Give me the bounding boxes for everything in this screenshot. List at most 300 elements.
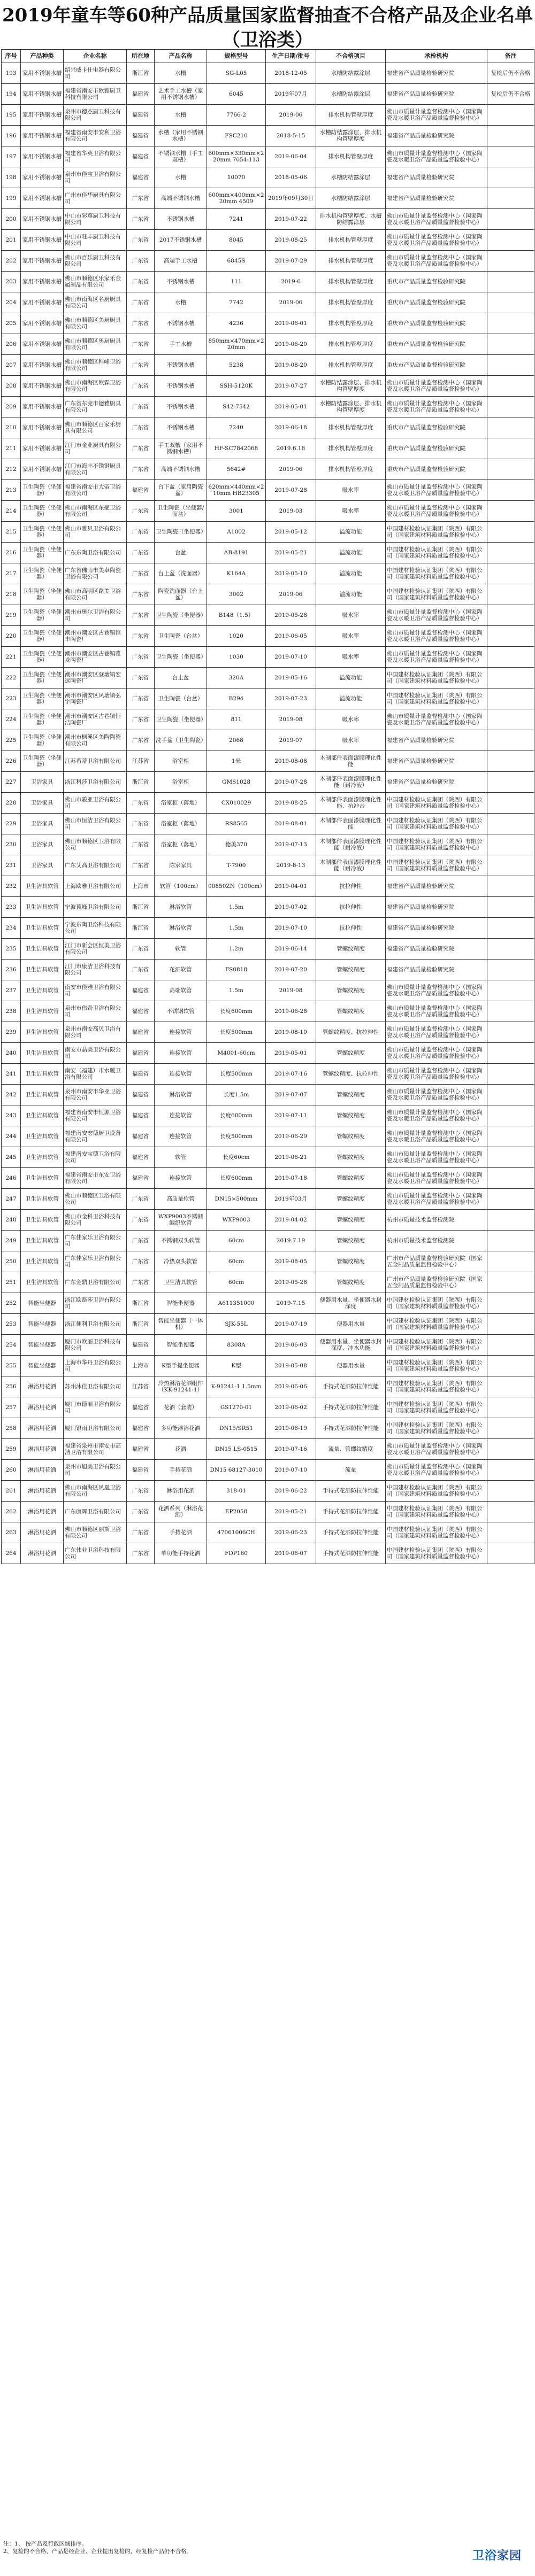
cell-test-agency: 福建省产品质量检验研究院: [386, 167, 487, 188]
cell-remark: [487, 834, 534, 855]
cell-category: 智能坐便器: [21, 1356, 64, 1376]
cell-company: 佛山市顺德区卫浴有限公司: [64, 1189, 127, 1210]
cell-test-agency: 福建省产品质量检验研究院: [386, 188, 487, 209]
cell-failed-item: 管螺纹精度: [316, 939, 386, 960]
cell-location: 福建省: [127, 480, 155, 501]
cell-date: 2019-07-13: [266, 834, 316, 855]
cell-location: 福建省: [127, 1064, 155, 1085]
table-row: [2, 272, 534, 292]
cell-company: 泉州市伟奇卫浴有限公司: [64, 1001, 127, 1022]
cell-company: 佛山市金科卫浴科技有限公司: [64, 1210, 127, 1231]
cell-test-agency: 中国建材检验认证集团（陕西）有限公司（国家建筑材料质量监督检验中心）: [386, 584, 487, 605]
cell-location: 广东省: [127, 855, 155, 876]
cell-seq: 263: [2, 1522, 21, 1543]
cell-model: DN15/SR51: [207, 1418, 266, 1439]
table-row: [2, 1168, 534, 1189]
cell-category: 卫生洁具软管: [21, 960, 64, 980]
cell-company: 中山市彩尊厨卫科技有限公司: [64, 209, 127, 230]
cell-location: 广东省: [127, 1543, 155, 1564]
cell-category: 家用不锈钢水槽: [21, 376, 64, 397]
cell-remark: [487, 334, 534, 355]
cell-failed-item: 排水机构管壁厚度: [316, 459, 386, 480]
cell-date: 2019-06: [266, 584, 316, 605]
cell-remark: [487, 417, 534, 438]
cell-seq: 225: [2, 730, 21, 751]
table-row: [2, 772, 534, 793]
noncompliant-product-table: [1, 49, 534, 1564]
cell-date: 2019-06-06: [266, 1376, 316, 1397]
cell-failed-item: 管螺纹精度: [316, 1272, 386, 1293]
cell-model: 长度500mm: [207, 1064, 266, 1085]
cell-model: 320A: [207, 668, 266, 689]
cell-model: 5642#: [207, 459, 266, 480]
table-row: [2, 793, 534, 814]
cell-location: 广东省: [127, 1210, 155, 1231]
cell-failed-item: 管螺纹精度: [316, 1210, 386, 1231]
cell-category: 卫生洁具软管: [21, 897, 64, 918]
cell-test-agency: 佛山市质量计量监督检测中心（国家陶瓷及水暖卫浴产品质量监督检验中心）: [386, 376, 487, 397]
table-row: [2, 522, 534, 543]
cell-company: 佛山市高明区路美卫浴有限公司: [64, 584, 127, 605]
cell-date: 2019-08-10: [266, 1022, 316, 1043]
cell-test-agency: 重庆市产品质量监督检验研究院: [386, 355, 487, 376]
cell-seq: 204: [2, 292, 21, 313]
cell-test-agency: 福建省产品质量检验研究院: [386, 772, 487, 793]
cell-company: 苏州沐佳卫浴有限公司: [64, 1376, 127, 1397]
cell-seq: 229: [2, 814, 21, 834]
cell-category: 卫生洁具软管: [21, 1064, 64, 1085]
cell-failed-item: 手持式花洒防拉伸性能: [316, 1522, 386, 1543]
cell-remark: [487, 230, 534, 251]
cell-category: 卫生洁具软管: [21, 1168, 64, 1189]
cell-location: 广东省: [127, 960, 155, 980]
cell-seq: 217: [2, 563, 21, 584]
table-row: [2, 1105, 534, 1126]
cell-product: 卫生陶瓷（台盆）: [155, 626, 207, 647]
cell-test-agency: 佛山市质量计量监督检测中心（国家陶瓷及水暖卫浴产品质量监督检验中心）: [386, 1022, 487, 1043]
cell-location: 福建省: [127, 146, 155, 167]
cell-category: 家用不锈钢水槽: [21, 417, 64, 438]
cell-seq: 246: [2, 1168, 21, 1189]
cell-product: 浴室柜（落地）: [155, 793, 207, 814]
cell-remark: [487, 1460, 534, 1481]
table-row: [2, 626, 534, 647]
cell-seq: 245: [2, 1147, 21, 1168]
cell-date: 2019年03月: [266, 1189, 316, 1210]
cell-test-agency: 重庆市产品质量监督检验研究院: [386, 417, 487, 438]
cell-location: 浙江省: [127, 1314, 155, 1335]
cell-product: 连接软管: [155, 1126, 207, 1147]
cell-seq: 200: [2, 209, 21, 230]
cell-date: 2019-06-21: [266, 1147, 316, 1168]
table-row: [2, 1481, 534, 1502]
cell-location: 福建省: [127, 1001, 155, 1022]
table-row: [2, 543, 534, 563]
table-row: [2, 960, 534, 980]
cell-product: 连接软管: [155, 1043, 207, 1064]
table-row: [2, 438, 534, 459]
cell-model: 60cm: [207, 1272, 266, 1293]
cell-date: 2019-06: [266, 459, 316, 480]
table-row: [2, 1064, 534, 1085]
cell-category: 家用不锈钢水槽: [21, 334, 64, 355]
cell-category: 卫生洁具软管: [21, 939, 64, 960]
cell-seq: 239: [2, 1022, 21, 1043]
cell-seq: 221: [2, 647, 21, 668]
cell-failed-item: 手持式花洒防拉伸性能: [316, 1543, 386, 1564]
cell-company: 佛山市顺德区百家乐厨具有限公司: [64, 417, 127, 438]
cell-product: 艺术手工水槽（家用不锈钢水槽）: [155, 84, 207, 105]
cell-failed-item: 管螺纹精度: [316, 1001, 386, 1022]
cell-company: 厦门市欧丽卫浴科技有限公司: [64, 1335, 127, 1356]
cell-date: 2019-05-01: [266, 1043, 316, 1064]
cell-product: 水槽（家用不锈钢水槽）: [155, 126, 207, 146]
cell-date: 2019-06-29: [266, 1126, 316, 1147]
cell-test-agency: 福建省产品质量检验研究院: [386, 730, 487, 751]
cell-remark: [487, 876, 534, 897]
cell-seq: 232: [2, 876, 21, 897]
cell-date: 2019-07-20: [266, 960, 316, 980]
cell-test-agency: 佛山市质量计量监督检测中心（国家陶瓷及水暖卫浴产品质量监督检验中心）: [386, 709, 487, 730]
cell-location: 福建省: [127, 167, 155, 188]
cell-failed-item: 抗拉伸性: [316, 918, 386, 939]
cell-product: 花洒系列（淋浴花洒）: [155, 1502, 207, 1522]
cell-model: K164A: [207, 563, 266, 584]
cell-product: 卫生洁具软管: [155, 1272, 207, 1293]
watermark-part-a: 卫浴: [472, 2549, 497, 2563]
cell-product: 浴室柜（落地）: [155, 814, 207, 834]
cell-model: 1030: [207, 647, 266, 668]
cell-product: 高端手工水槽: [155, 251, 207, 272]
cell-product: 不锈钢水槽: [155, 417, 207, 438]
cell-product: 淋浴用花洒: [155, 1481, 207, 1502]
cell-test-agency: 中国建材检验认证集团（陕西）有限公司（国家建筑材料质量监督检验中心）: [386, 1502, 487, 1522]
table-row: [2, 84, 534, 105]
table-row: [2, 1314, 534, 1335]
cell-seq: 215: [2, 522, 21, 543]
cell-company: 广州市佳华厨具有限公司: [64, 188, 127, 209]
cell-test-agency: 中国建材检验认证集团（陕西）有限公司（国家建筑材料质量监督检验中心）: [386, 689, 487, 709]
cell-date: 2019-07-16: [266, 1439, 316, 1460]
cell-remark: [487, 355, 534, 376]
cell-failed-item: 排水机构管壁厚度: [316, 251, 386, 272]
table-row: [2, 918, 534, 939]
cell-company: 江门市金业厨具有限公司: [64, 438, 127, 459]
cell-date: 2019-8-13: [266, 855, 316, 876]
cell-remark: [487, 167, 534, 188]
cell-model: 47061006CH: [207, 1522, 266, 1543]
cell-category: 智能坐便器: [21, 1293, 64, 1314]
cell-product: 台上盆: [155, 668, 207, 689]
cell-failed-item: 木制部件表面漆膜理化性能（耐冷液）: [316, 855, 386, 876]
cell-category: 卫生陶瓷（坐便器）: [21, 522, 64, 543]
cell-product: 洗手盆（卫生陶瓷）: [155, 730, 207, 751]
cell-location: 江苏省: [127, 751, 155, 772]
table-row: [2, 480, 534, 501]
cell-test-agency: 中国建材检验认证集团（陕西）有限公司（国家建筑材料质量监督检验中心）: [386, 1356, 487, 1376]
cell-model: GMS1028: [207, 772, 266, 793]
cell-category: 家用不锈钢水槽: [21, 251, 64, 272]
footnote-2: 2、复检的不合格、产品是经企业、企业提出复检的，经复检产品仍不合格。: [3, 2548, 193, 2555]
cell-failed-item: 溢流功能: [316, 522, 386, 543]
cell-model: 7241: [207, 209, 266, 230]
cell-model: 长度500mm: [207, 1126, 266, 1147]
cell-category: 卫生陶瓷（坐便器）: [21, 709, 64, 730]
table-row: [2, 63, 534, 84]
cell-category: 卫生洁具软管: [21, 1251, 64, 1272]
cell-category: 家用不锈钢水槽: [21, 459, 64, 480]
cell-location: 广东省: [127, 501, 155, 522]
table-row: [2, 605, 534, 626]
cell-remark: [487, 376, 534, 397]
cell-test-agency: 佛山市质量计量监督检测中心（国家陶瓷及水暖卫浴产品质量监督检验中心）: [386, 146, 487, 167]
cell-location: 广东省: [127, 1522, 155, 1543]
cell-date: 2019-06: [266, 292, 316, 313]
cell-failed-item: 管螺纹精度: [316, 1126, 386, 1147]
cell-model: 长度600mm: [207, 1001, 266, 1022]
cell-date: 2019-08-25: [266, 793, 316, 814]
cell-product: 不锈钢水槽: [155, 355, 207, 376]
cell-company: 佛山市骏亚卫浴有限公司: [64, 793, 127, 814]
cell-company: 福建省南安市东安卫浴有限公司: [64, 1168, 127, 1189]
cell-company: 广东伟业卫浴科技有限公司: [64, 1543, 127, 1564]
cell-test-agency: 佛山市质量计量监督检测中心（国家陶瓷及水暖卫浴产品质量监督检验中心）: [386, 626, 487, 647]
cell-product: 花洒: [155, 1439, 207, 1460]
cell-seq: 238: [2, 1001, 21, 1022]
cell-model: 111: [207, 272, 266, 292]
cell-model: 10070: [207, 167, 266, 188]
cell-seq: 195: [2, 105, 21, 126]
cell-category: 淋浴用花洒: [21, 1439, 64, 1460]
cell-seq: 213: [2, 480, 21, 501]
cell-product: 花洒软管: [155, 960, 207, 980]
cell-location: 广东省: [127, 1231, 155, 1251]
cell-test-agency: 中国建材检验认证集团（陕西）有限公司（国家建筑材料质量监督检验中心）: [386, 543, 487, 563]
cell-category: 淋浴用花洒: [21, 1502, 64, 1522]
cell-remark: [487, 1293, 534, 1314]
cell-test-agency: 佛山市质量计量监督检测中心（国家陶瓷及水暖卫浴产品质量监督检验中心）: [386, 1189, 487, 1210]
cell-remark: [487, 1001, 534, 1022]
cell-failed-item: 吸水率: [316, 709, 386, 730]
cell-failed-item: 溢流功能: [316, 584, 386, 605]
cell-location: 福建省: [127, 1085, 155, 1105]
cell-date: 2019-05-10: [266, 563, 316, 584]
cell-failed-item: 木制部件表面漆膜理化性能（耐冷液）: [316, 834, 386, 855]
table-row: [2, 1189, 534, 1210]
cell-product: 连接软管: [155, 1064, 207, 1085]
cell-seq: 248: [2, 1210, 21, 1231]
cell-date: 2019.6.18: [266, 438, 316, 459]
cell-product: 花洒（套装）: [155, 1397, 207, 1418]
table-row: [2, 730, 534, 751]
cell-product: 多功能淋浴花洒: [155, 1418, 207, 1439]
footnotes: [3, 2540, 192, 2555]
cell-model: DN15×500mm: [207, 1189, 266, 1210]
cell-model: 长度600mm: [207, 1105, 266, 1126]
cell-remark: [487, 1376, 534, 1397]
cell-company: 潮州市潮安区凤塘镇弘宇陶瓷厂: [64, 689, 127, 709]
cell-model: 318-01: [207, 1481, 266, 1502]
cell-test-agency: 中国建材检验认证集团（陕西）有限公司（国家建筑材料质量监督检验中心）: [386, 1293, 487, 1314]
cell-model: 2068: [207, 730, 266, 751]
cell-seq: 256: [2, 1376, 21, 1397]
cell-failed-item: 水槽防结露涂层: [316, 63, 386, 84]
header-remark: 备注: [487, 50, 534, 63]
cell-remark: [487, 730, 534, 751]
table-row: [2, 1418, 534, 1439]
cell-test-agency: 中国建材检验认证集团（陕西）有限公司（国家建筑材料质量监督检验中心）: [386, 668, 487, 689]
cell-product: 不锈钢双头软管: [155, 1231, 207, 1251]
cell-remark: [487, 1210, 534, 1231]
cell-category: 淋浴用花洒: [21, 1481, 64, 1502]
cell-model: FSC210: [207, 126, 266, 146]
cell-model: 长度500mm: [207, 1022, 266, 1043]
cell-category: 卫生洁具软管: [21, 1126, 64, 1147]
cell-test-agency: 中国建材检验认证集团（陕西）有限公司（国家建筑材料质量监督检验中心）: [386, 1335, 487, 1356]
table-row: [2, 1022, 534, 1043]
cell-test-agency: 广州市产品质量监督检验研究院（国家五金制品质量监督检验中心）: [386, 1251, 487, 1272]
cell-date: 2019-07-02: [266, 897, 316, 918]
cell-company: 广东省东莞市德雅厨具有限公司: [64, 397, 127, 417]
cell-model: 8045: [207, 230, 266, 251]
cell-remark: [487, 855, 534, 876]
cell-date: 2019-08: [266, 980, 316, 1001]
cell-location: 福建省: [127, 1460, 155, 1481]
cell-remark: [487, 1543, 534, 1564]
cell-remark: [487, 584, 534, 605]
cell-failed-item: 木制部件表面漆膜理化性能（耐冷液）: [316, 772, 386, 793]
header-model: 规格型号: [207, 50, 266, 63]
cell-product: 连接软管: [155, 1168, 207, 1189]
cell-company: 福建省泉州市南安市高洁卫浴有限公司: [64, 1439, 127, 1460]
cell-product: 手工双槽（家用不锈钢水槽）: [155, 438, 207, 459]
cell-model: 3002: [207, 584, 266, 605]
cell-remark: [487, 1356, 534, 1376]
cell-model: T-7900: [207, 855, 266, 876]
header-category: 产品种类: [21, 50, 64, 63]
table-row: [2, 1043, 534, 1064]
cell-location: 福建省: [127, 1439, 155, 1460]
cell-location: 广东省: [127, 689, 155, 709]
header-location: 所在地: [127, 50, 155, 63]
cell-category: 家用不锈钢水槽: [21, 188, 64, 209]
cell-category: 家用不锈钢水槽: [21, 63, 64, 84]
cell-product: 不锈钢软管: [155, 1001, 207, 1022]
cell-date: 2019-08-08: [266, 751, 316, 772]
cell-category: 卫浴家具: [21, 772, 64, 793]
cell-date: 2019-07-23: [266, 689, 316, 709]
cell-category: 家用不锈钢水槽: [21, 313, 64, 334]
cell-remark: [487, 1251, 534, 1272]
table-row: [2, 334, 534, 355]
cell-model: B148（1.5）: [207, 605, 266, 626]
cell-company: 潮州市潮安区古巷镇恒丰陶瓷厂: [64, 626, 127, 647]
table-row: [2, 1543, 534, 1564]
cell-seq: 244: [2, 1126, 21, 1147]
cell-date: 2019-06-19: [266, 1418, 316, 1439]
cell-remark: [487, 939, 534, 960]
cell-date: 2019-08-01: [266, 814, 316, 834]
cell-test-agency: 佛山市质量计量监督检测中心（国家陶瓷及水暖卫浴产品质量监督检验中心）: [386, 105, 487, 126]
cell-remark: [487, 480, 534, 501]
cell-seq: 237: [2, 980, 21, 1001]
cell-seq: 231: [2, 855, 21, 876]
cell-remark: [487, 1043, 534, 1064]
cell-product: 水槽: [155, 167, 207, 188]
cell-product: 高端不锈钢水槽: [155, 188, 207, 209]
cell-model: 600mm×330mm×220mm 7054-113: [207, 146, 266, 167]
cell-model: 长度60cm: [207, 1147, 266, 1168]
cell-failed-item: 管螺纹精度: [316, 1085, 386, 1105]
cell-product: 陶瓷洗面器（台上盆）: [155, 584, 207, 605]
cell-company: 佛山市顺德区丽斯卫浴有限公司: [64, 1522, 127, 1543]
table-row: [2, 501, 534, 522]
cell-test-agency: 中国建材检验认证集团（陕西）有限公司（国家建筑材料质量监督检验中心）: [386, 522, 487, 543]
cell-category: 智能坐便器: [21, 1335, 64, 1356]
cell-location: 广东省: [127, 209, 155, 230]
cell-company: 佛山市南海区凤凰卫浴有限公司: [64, 1481, 127, 1502]
cell-seq: 223: [2, 689, 21, 709]
cell-model: 3001: [207, 501, 266, 522]
cell-failed-item: 流量、管螺纹精度: [316, 1439, 386, 1460]
cell-location: 广东省: [127, 438, 155, 459]
cell-location: 广东省: [127, 939, 155, 960]
cell-failed-item: 水槽防结露涂层: [316, 167, 386, 188]
table-row: [2, 1293, 534, 1314]
cell-model: K-91241-1 1.5mm: [207, 1376, 266, 1397]
cell-seq: 220: [2, 626, 21, 647]
cell-seq: 234: [2, 918, 21, 939]
cell-location: 福建省: [127, 1022, 155, 1043]
header-failed-item: 不合格项目: [316, 50, 386, 63]
cell-company: 广东佳家乐卫浴有限公司: [64, 1251, 127, 1272]
cell-model: 6045: [207, 84, 266, 105]
cell-failed-item: 吸水率: [316, 501, 386, 522]
cell-test-agency: 中国建材检验认证集团（陕西）有限公司（国家建筑材料质量监督检验中心）: [386, 1522, 487, 1543]
cell-failed-item: 手持式花洒防拉伸性能: [316, 1397, 386, 1418]
cell-product: 台下盆（家用陶瓷盆）: [155, 480, 207, 501]
cell-remark: [487, 1126, 534, 1147]
cell-model: 长度600mm: [207, 1168, 266, 1189]
cell-category: 家用不锈钢水槽: [21, 146, 64, 167]
cell-remark: [487, 980, 534, 1001]
cell-date: 2019-07-16: [266, 1064, 316, 1085]
cell-category: 卫生陶瓷（坐便器）: [21, 626, 64, 647]
cell-category: 智能坐便器: [21, 1314, 64, 1335]
cell-seq: 227: [2, 772, 21, 793]
cell-date: 2019-06-04: [266, 146, 316, 167]
cell-date: 2019-06: [266, 105, 316, 126]
cell-remark: [487, 772, 534, 793]
cell-location: 福建省: [127, 1147, 155, 1168]
table-row: [2, 876, 534, 897]
cell-remark: [487, 543, 534, 563]
table-row: [2, 855, 534, 876]
cell-company: 福建省南安市安利卫浴有限公司: [64, 126, 127, 146]
cell-seq: 196: [2, 126, 21, 146]
cell-seq: 235: [2, 939, 21, 960]
cell-category: 卫生洁具软管: [21, 1147, 64, 1168]
cell-model: 811: [207, 709, 266, 730]
cell-test-agency: 重庆市产品质量监督检验研究院: [386, 438, 487, 459]
header-date: 生产日期/批号: [266, 50, 316, 63]
cell-failed-item: 管螺纹精度: [316, 1168, 386, 1189]
cell-seq: 202: [2, 251, 21, 272]
cell-test-agency: 福建省产品质量检验研究院: [386, 751, 487, 772]
cell-seq: 193: [2, 63, 21, 84]
cell-model: FDP160: [207, 1543, 266, 1564]
table-row: [2, 376, 534, 397]
